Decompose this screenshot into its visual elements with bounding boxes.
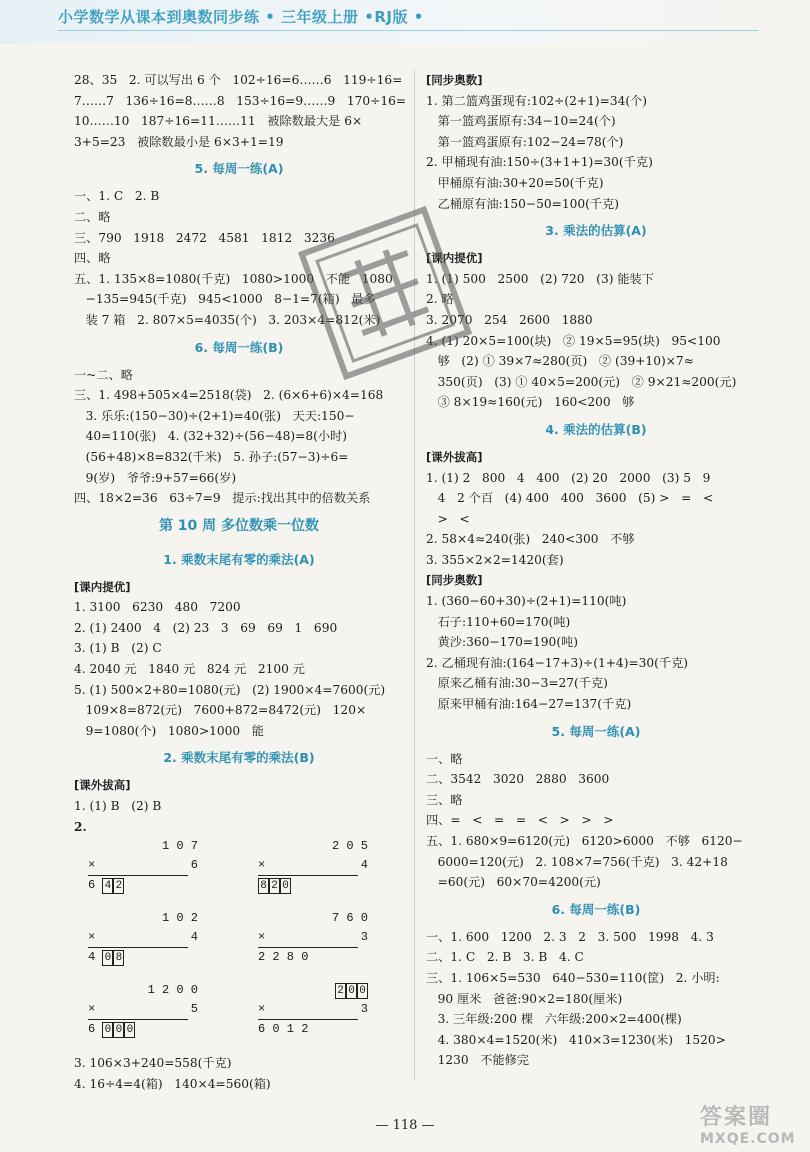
text-line: 二、1. C 2. B 3. B 4. C [426,950,584,965]
answer-box: 2 [335,983,346,999]
vertical-multiplication [258,837,368,895]
text-line: 109×8=872(元) 7600+872=8472(元) 120× [74,703,367,718]
product-digits: 6 [88,878,103,893]
text-line: 四、18×2=36 63÷7=9 提示:找出其中的倍数关系 [74,491,371,506]
text-line: 2. [74,819,87,834]
vertical-multiplication [258,981,368,1039]
multiplier-digit: 4 [360,858,368,873]
text-line: 90 厘米 爸爸:90×2=180(厘米) [426,991,623,1006]
answer-box: 2 [113,878,124,894]
header-rule [58,30,758,31]
text-line: 3. 三年级:200 棵 六年级:200×2=400(棵) [426,1012,682,1027]
multiplicand-digits: 1 0 7 [161,839,198,854]
text-line: 第一篮鸡蛋原有:34−10=24(个) [426,114,616,129]
multiplier-digit: 3 [360,1002,368,1017]
answer-box: 0 [280,878,291,894]
product [88,1020,198,1039]
text-line: 10……10 187÷16=11……11 被除数最大是 6× [74,114,363,129]
section-title: 5. 每周一练(A) [194,161,284,177]
text-line: 1. (360−60+30)÷(2+1)=110(吨) [426,594,627,609]
vertical-multiplication [88,837,198,895]
text-line: 石子:110+60=170(吨) [426,614,571,629]
multiplicand [88,837,198,856]
vertical-mult-row [74,837,404,895]
multiplier-digit: 4 [190,930,198,945]
section-tag: [课外拔高] [426,449,483,464]
right-column [426,70,766,1071]
text-line: 350(页) (3) ① 40×5=200(元) ② 9×21≈200(元) [426,374,737,389]
text-line: 乙桶原有油:150−50=100(千克) [426,196,620,211]
multiplicand [88,981,198,1000]
multiplicand-digits: 1 0 2 [161,911,198,926]
vertical-multiplication [88,909,198,967]
vertical-mult-row [74,909,404,967]
answer-box: 8 [258,878,269,894]
text-line: 3. 2070 254 2600 1880 [426,312,593,327]
answer-box: 0 [357,983,368,999]
multiplier [258,856,368,875]
text-line: 2. (1) 2400 4 (2) 23 3 69 69 1 690 [74,620,338,635]
text-line: 够 (2) ① 39×7≈280(页) ② (39+10)×7≈ [426,354,694,369]
watermark-sub: MXQE.COM [700,1131,796,1147]
text-line: 一、略 [426,751,463,766]
text-line: 一~二、略 [74,367,133,382]
answer-box: 8 [113,950,124,966]
text-line: 2. 略 [426,292,454,307]
text-line: 甲桶原有油:30+20=50(千克) [426,175,604,190]
multiplicand [258,981,368,1000]
text-line: 三、略 [426,792,463,807]
week-title: 第 10 周 多位数乘一位数 [158,517,320,534]
text-line: 2. 乙桶现有油:(164−17+3)÷(1+4)=30(千克) [426,655,689,670]
text-line: 一、1. C 2. B [74,189,160,204]
product-digits: 6 [88,1022,103,1037]
text-line: 原来甲桶有油:164−27=137(千克) [426,697,632,712]
product [88,948,198,967]
product-digits: 6 0 1 2 [258,1022,316,1037]
text-line: 3. (1) B (2) C [74,641,162,656]
text-line: (56+48)×8=832(千米) 5. 孙子:(57−3)÷6= [74,449,349,464]
section-title: 3. 乘法的估算(A) [545,223,647,239]
section-tag: [课外拔高] [74,778,131,793]
answer-box: 0 [124,1022,135,1038]
answer-box: 0 [102,950,113,966]
product [258,876,368,895]
text-line: 4. 380×4=1520(米) 410×3=1230(米) 1520> [426,1032,726,1047]
text-line: −135=945(千克) 945<1000 8−1=7(箱) 最多 [74,292,376,307]
text-line: 四、略 [74,251,111,266]
text-line: 1. (1) B (2) B [74,799,162,814]
text-line: 2. 58×4≈240(张) 240<300 不够 [426,532,635,547]
text-line: 7……7 136÷16=8……8 153÷16=9……9 170÷16= [74,93,407,108]
text-line: 二、3542 3020 2880 3600 [426,772,610,787]
vertical-mult-row [74,981,404,1039]
text-line: 1. 3100 6230 480 7200 [74,600,241,615]
book-title: 小学数学从课本到奥数同步练 • 三年级上册 •RJ版 • [58,8,424,26]
product [88,876,198,895]
times-sign: × [258,1002,266,1017]
multiplier-digit: 6 [190,858,198,873]
text-line: 四、= < = = < > > > [426,813,614,828]
answer-box: 0 [113,1022,124,1038]
text-line: 原来乙桶有油:30−3=27(千克) [426,676,608,691]
answer-box: 0 [102,1022,113,1038]
text-line: 1. 第二篮鸡蛋现有:102÷(2+1)=34(个) [426,93,648,108]
text-line: 二、略 [74,209,111,224]
times-sign: × [258,930,266,945]
answer-box: 0 [346,983,357,999]
section-tag: [同步奥数] [426,573,483,588]
section-title: 6. 每周一练(B) [194,339,284,355]
section-tag: [课内提优] [426,251,483,266]
vertical-multiplication [258,909,368,967]
text-line: 5. (1) 500×2+80=1080(元) (2) 1900×4=7600(元) [74,682,386,697]
text-line: 3. 106×3+240=558(千克) [74,1056,232,1071]
text-line: 4. 2040 元 1840 元 824 元 2100 元 [74,662,305,677]
multiplier [88,1000,198,1019]
text-line: 4 2 个百 (4) 400 400 3600 (5) > = < [426,491,714,506]
text-line: 1. (1) 500 2500 (2) 720 (3) 能装下 [426,271,654,286]
times-sign: × [88,930,96,945]
text-line: 2. 甲桶现有油:150÷(3+1+1)=30(千克) [426,155,653,170]
product [258,1020,368,1039]
text-line: 9(岁) 爷爷:9+57=66(岁) [74,470,237,485]
answer-box: 4 [102,878,113,894]
product [258,948,368,967]
multiplier [258,928,368,947]
multiplicand [88,909,198,928]
text-line: 五、1. 135×8=1080(千克) 1080>1000 不能 1080 [74,271,393,286]
times-sign: × [88,858,96,873]
text-line: 6000=120(元) 2. 108×7=756(千克) 3. 42+18 [426,854,728,869]
section-title: 2. 乘数末尾有零的乘法(B) [163,750,315,766]
multiplier-digit: 3 [360,930,368,945]
text-line: 三、1. 106×5=530 640−530=110(筐) 2. 小明: [426,970,720,985]
text-line: 4. (1) 20×5=100(块) ② 19×5=95(块) 95<100 [426,333,721,348]
vertical-multiplication [88,981,198,1039]
text-line: 28、35 2. 可以写出 6 个 102÷16=6……6 119÷16= [74,73,403,87]
section-title: 5. 每周一练(A) [551,723,641,739]
multiplicand [258,837,368,856]
text-line: 黄沙:360−170=190(吨) [426,635,579,650]
multiplicand-digits: 2 0 5 [331,839,368,854]
product-digits: 2 2 8 0 [258,950,316,965]
section-title: 1. 乘数末尾有零的乘法(A) [163,551,315,567]
text-line: 五、1. 680×9=6120(元) 6120>6000 不够 6120− [426,834,743,848]
section-tag: [课内提优] [74,579,131,594]
text-line: 3+5=23 被除数最小是 6×3+1=19 [74,134,284,149]
times-sign: × [88,1002,96,1017]
text-line: 三、790 1918 2472 4581 1812 3236 [74,230,335,245]
multiplicand [258,909,368,928]
text-line: ③ 8×19≈160(元) 160<200 够 [426,395,635,410]
times-sign: × [258,858,266,873]
text-line: 装 7 箱 2. 807×5=4035(个) 3. 203×4=812(米) [74,312,381,327]
product-digits: 4 [88,950,103,965]
text-line: 3. 355×2×2=1420(套) [426,552,564,567]
text-line: 1230 不能修完 [426,1053,530,1068]
multiplier [258,1000,368,1019]
multiplicand-digits: 1 2 0 0 [147,983,198,998]
multiplicand-digits: 7 6 0 [331,911,368,926]
multiplier [88,928,198,947]
text-line: 9=1080(个) 1080>1000 能 [74,723,264,738]
section-tag: [同步奥数] [426,73,483,87]
watermark-logo [700,1100,800,1148]
section-title: 4. 乘法的估算(B) [545,421,647,437]
text-line: 一、1. 600 1200 2. 3 2 3. 500 1998 4. 3 [426,929,714,944]
page-number: — 118 — [375,1118,435,1133]
text-line: 3. 乐乐:(150−30)÷(2+1)=40(张) 天天:150− [74,408,355,423]
text-line: 第一篮鸡蛋原有:102−24=78(个) [426,134,624,149]
text-line: > < [426,511,470,526]
multiplier [88,856,198,875]
text-line: 4. 16÷4=4(箱) 140×4=560(箱) [74,1076,271,1091]
text-line: 1. (1) 2 800 4 400 (2) 20 2000 (3) 5 9 [426,470,711,485]
text-line: =60(元) 60×70=4200(元) [426,875,601,890]
section-title: 6. 每周一练(B) [551,901,641,917]
watermark-main: 答案圈 [700,1105,773,1130]
answer-box: 2 [269,878,280,894]
vertical-multiplications [74,837,404,1039]
multiplier-digit: 5 [190,1002,198,1017]
text-line: 40=110(张) 4. (32+32)÷(56−48)=8(小时) [74,429,347,444]
text-line: 三、1. 498+505×4=2518(袋) 2. (6×6+6)×4=168 [74,388,384,403]
